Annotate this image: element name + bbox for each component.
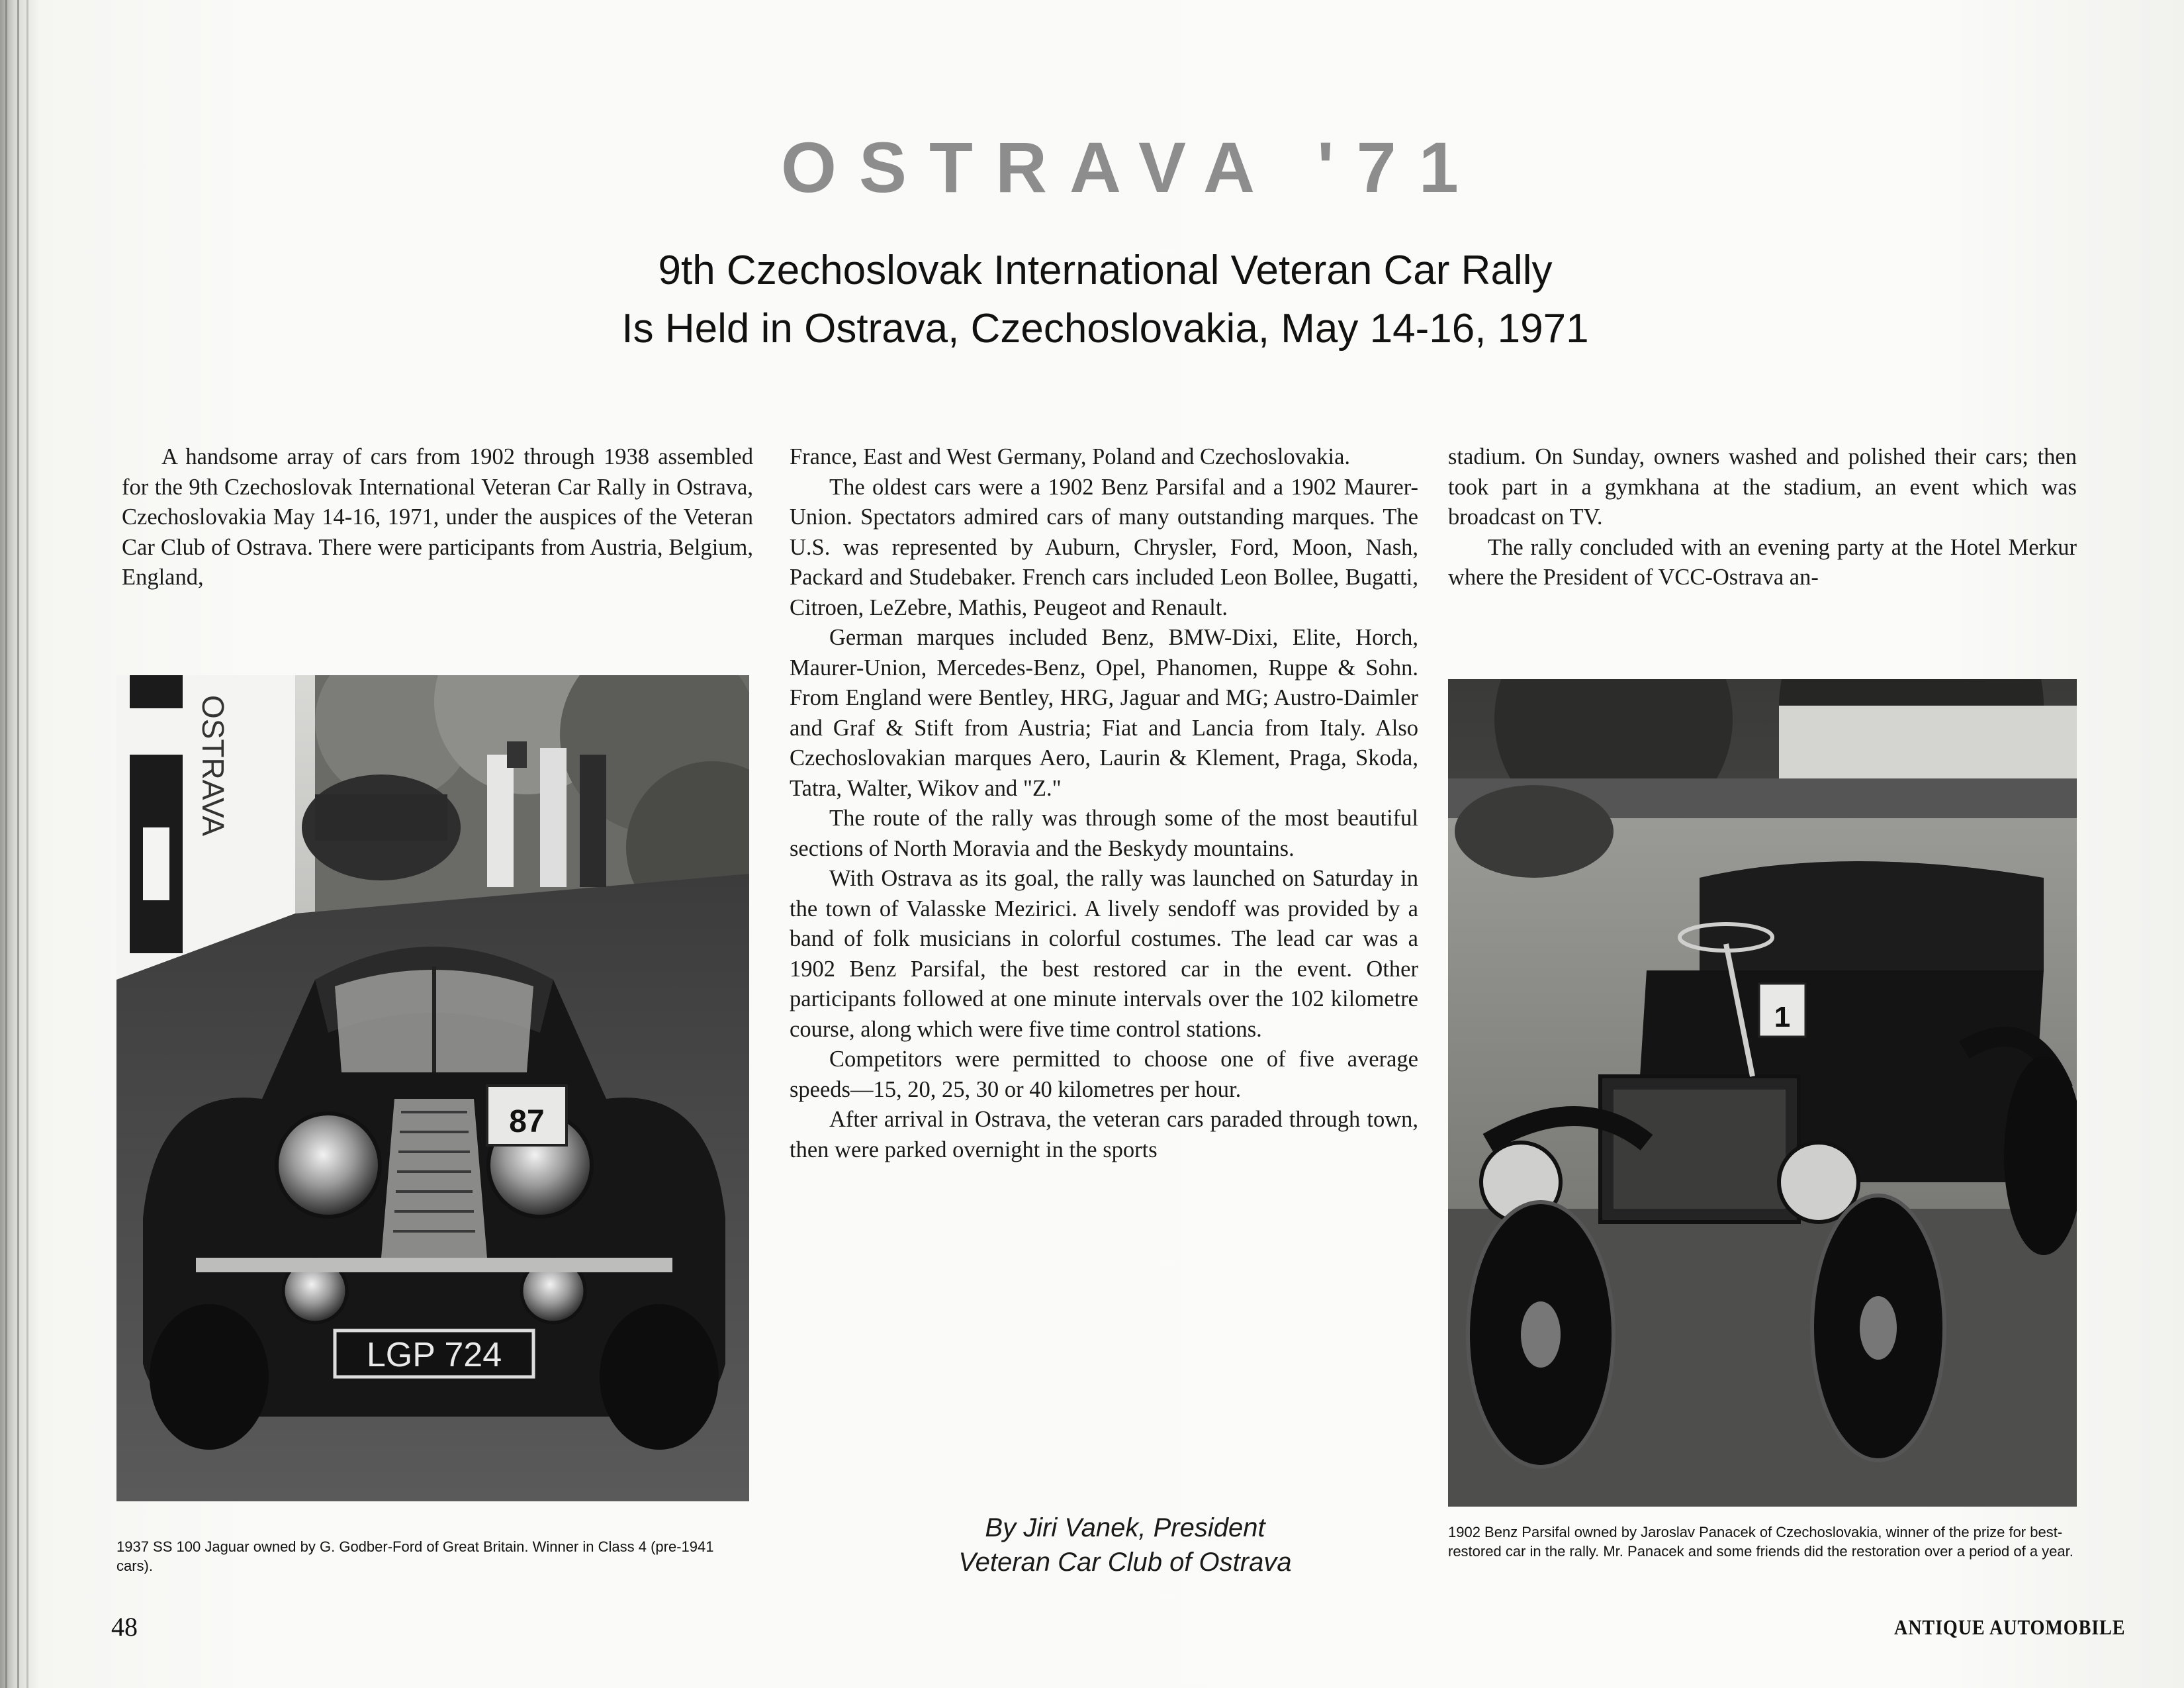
text-column-3: [1448, 442, 2077, 593]
paragraph: stadium. On Sunday, owners washed and polished their cars; then took part in a gymkhana at the stadium, an event which was broadcast on TV.: [1448, 444, 2077, 530]
spine-edge: [17, 0, 19, 1688]
benz-photo: [1448, 679, 2077, 1507]
benz-caption: 1902 Benz Parsifal owned by Jaroslav Panacek of Czechoslovakia, winner of the prize for best-restored car in the rally. Mr. Panacek and some friends did the restoration over a period of a year.: [1448, 1524, 2073, 1560]
text-column-2: [790, 442, 1418, 1165]
byline-line: By Jiri Vanek, President: [985, 1513, 1265, 1542]
jaguar-photo-illustration: [116, 675, 749, 1501]
paragraph: France, East and West Germany, Poland and Czechoslovakia.: [790, 444, 1351, 469]
magazine-name: ANTIQUE AUTOMOBILE: [1894, 1615, 2126, 1639]
spine-edge: [26, 0, 28, 1688]
paragraph: The rally concluded with an evening party at the Hotel Merkur where the President of VCC-Ostrava an-: [1448, 534, 2077, 590]
jaguar-photo: [116, 675, 749, 1501]
byline-line: Veteran Car Club of Ostrava: [958, 1548, 1292, 1577]
sign-text: OSTRAVA: [196, 695, 230, 836]
subtitle-line: Is Held in Ostrava, Czechoslovakia, May 14-16, 1971: [621, 306, 1589, 352]
paragraph: After arrival in Ostrava, the veteran cars paraded through town, then were parked overnight in the sports: [790, 1107, 1418, 1162]
paragraph: Competitors were permitted to choose one of five average speeds—15, 20, 25, 30 or 40 kilometres per hour.: [790, 1047, 1418, 1102]
subtitle-line: 9th Czechoslovak International Veteran Car Rally: [658, 248, 1553, 293]
rally-number: 1: [1774, 1001, 1791, 1033]
article-subtitle: [463, 242, 1747, 358]
license-plate: LGP 724: [366, 1336, 502, 1374]
paragraph: A handsome array of cars from 1902 through 1938 assembled for the 9th Czechoslovak International Veteran Car Rally in Ostrava, Czechoslovakia May 14-16, 1971, under the auspices of the Veteran Car Club of Ostrava. There were participants from Austria, Belgium, England,: [122, 444, 753, 590]
text-column-1: [122, 442, 753, 593]
author-byline: [827, 1511, 1423, 1579]
paragraph: The route of the rally was through some of the most beautiful sections of North Moravia and the Beskydy mountains.: [790, 806, 1418, 861]
spine-edge: [5, 0, 7, 1688]
page-number: 48: [111, 1612, 138, 1642]
paragraph: With Ostrava as its goal, the rally was launched on Saturday in the town of Valasske Mezirici. A lively sendoff was provided by a band of folk musicians in colorful costumes. The lead car was a 1902 Benz Parsifal, the best restored car in the event. Other participants followed at one minute intervals over the 102 kilometre course, along which were five time control stations.: [790, 866, 1418, 1042]
article-title: OSTRAVA '71: [781, 127, 1481, 207]
paragraph: The oldest cars were a 1902 Benz Parsifal and a 1902 Maurer-Union. Spectators admired cars of many outstanding marques. The U.S. was represented by Auburn, Chrysler, Ford, Moon, Nash, Packard and Studebaker. French cars included Leon Bollee, Bugatti, Citroen, LeZebre, Mathis, Peugeot and Renault.: [790, 474, 1418, 620]
jaguar-caption: 1937 SS 100 Jaguar owned by G. Godber-Ford of Great Britain. Winner in Class 4 (pre-1941 cars).: [116, 1538, 714, 1574]
benz-photo-illustration: [1448, 679, 2077, 1507]
rally-number: 87: [509, 1104, 545, 1139]
paragraph: German marques included Benz, BMW-Dixi, Elite, Horch, Maurer-Union, Mercedes-Benz, Opel, Phanomen, Ruppe & Sohn. From England were Bentley, HRG, Jaguar and MG; Austro-Daimler and Graf & Stift from Austria; Fiat and Lancia from Italy. Also Czechoslovakian marques Aero, Laurin & Klement, Praga, Skoda, Tatra, Walter, Wikov and "Z.": [790, 625, 1418, 801]
